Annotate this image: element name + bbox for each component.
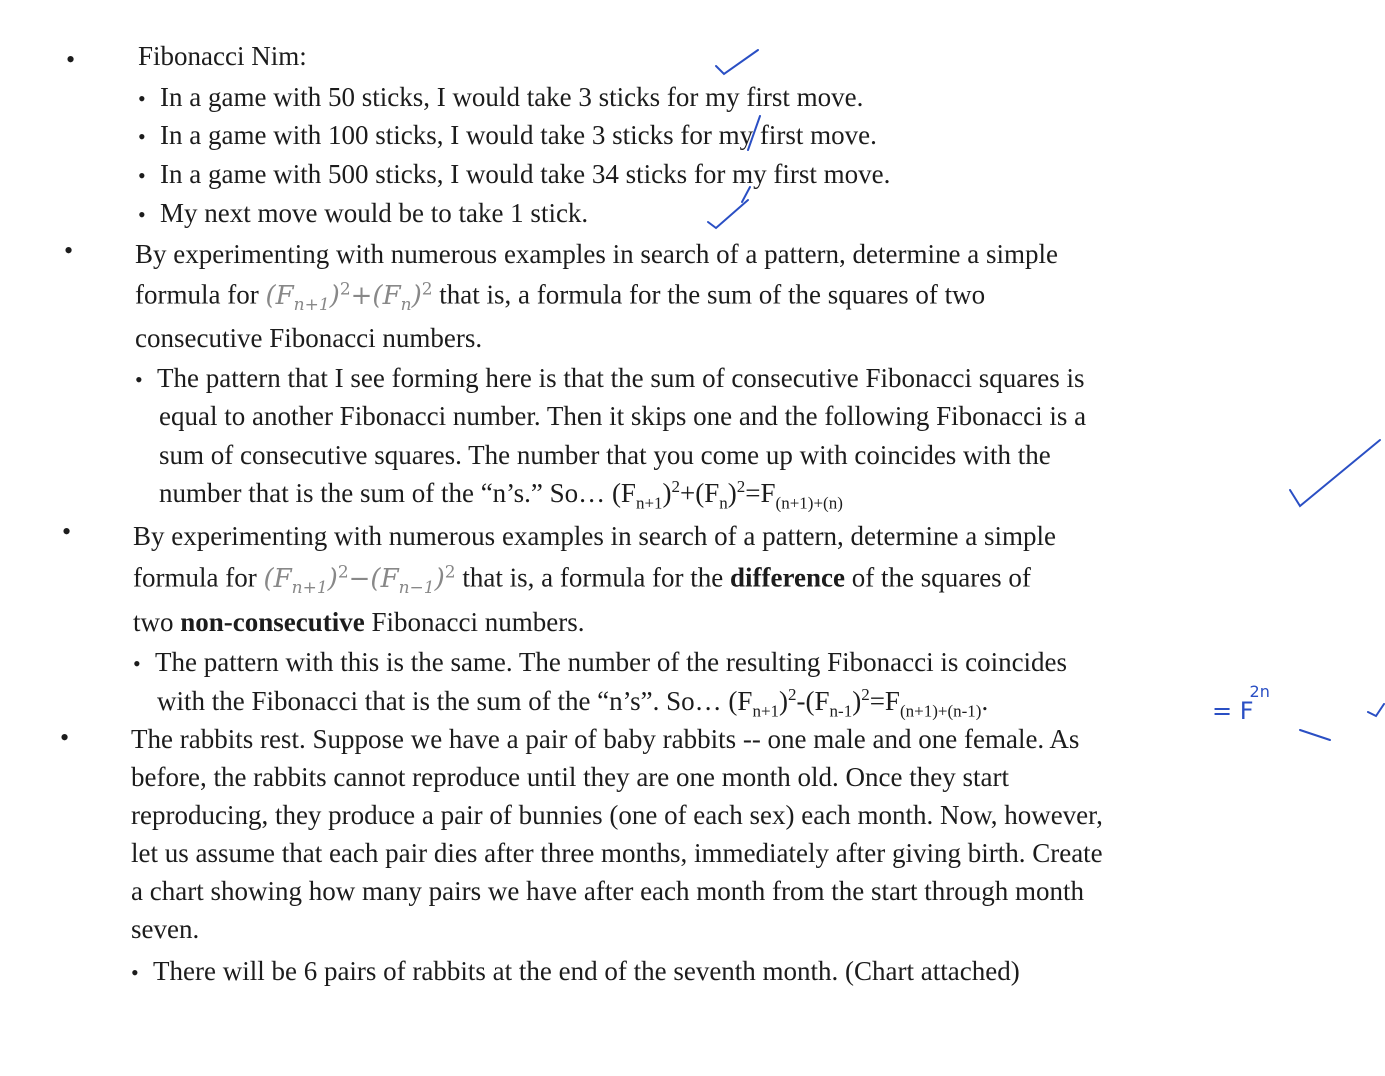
nim-next-move: • My next move would be to take 1 stick. xyxy=(138,198,589,228)
bullet-3: • xyxy=(62,517,72,546)
bullet-1: • xyxy=(66,45,76,74)
q4-line-4: let us assume that each pair dies after three months, immediately after giving birth. Create xyxy=(131,838,1103,868)
sum-squares-formula: $(F_{n+1})^2+(F_n)^2$ xyxy=(265,279,433,315)
nim-answer-100: • In a game with 100 sticks, I would take 3 sticks for my first move. xyxy=(138,120,877,150)
q2-answer-3: sum of consecutive squares. The number that you come up with coincides with the xyxy=(159,440,1051,470)
strike-mark xyxy=(1300,730,1330,740)
q4-answer: • There will be 6 pairs of rabbits at the end of the seventh month. (Chart attached) xyxy=(131,956,1020,986)
q4-line-3: reproducing, they produce a pair of bunnies (one of each sex) each month. Now, however, xyxy=(131,800,1103,830)
q3-line-2: formula for $(F_{n+1})^2-(F_{n-1})^2$ that is, a formula for the difference of the squares of xyxy=(133,562,1031,598)
checkmark-icon xyxy=(708,200,748,228)
difference-squares-result: $(F_{n+1})^2-(F_{n-1})^2=F_{(n+1)+(n-1)}$. xyxy=(728,685,989,721)
q3-line-1: By experimenting with numerous examples in search of a pattern, determine a simple xyxy=(133,521,1056,551)
q2-line-1: By experimenting with numerous examples in search of a pattern, determine a simple xyxy=(135,239,1058,269)
q4-line-6: seven. xyxy=(131,914,200,944)
nim-title: Fibonacci Nim: xyxy=(138,41,307,71)
q4-line-1: The rabbits rest. Suppose we have a pair of baby rabbits -- one male and one female. As xyxy=(131,724,1080,754)
difference-squares-formula: $(F_{n+1})^2-(F_{n-1})^2$ xyxy=(263,562,456,598)
nim-answer-500: • In a game with 500 sticks, I would take 34 sticks for my first move. xyxy=(138,159,891,189)
nim-answer-50: • In a game with 50 sticks, I would take 3 sticks for my first move. xyxy=(138,82,864,112)
q3-answer-2: with the Fibonacci that is the sum of the “n’s”. So… $(F_{n+1})^2-(F_{n-1})^2=F_{(n+1)+(n-1)}$. xyxy=(157,685,989,721)
bullet-2: • xyxy=(64,236,74,265)
checkmark-icon xyxy=(716,50,758,74)
bullet-4: • xyxy=(60,723,70,752)
checkmark-icon xyxy=(1368,704,1384,716)
q4-line-2: before, the rabbits cannot reproduce until they are one month old. Once they start xyxy=(131,762,1009,792)
q3-line-3: two non-consecutive Fibonacci numbers. xyxy=(133,607,585,637)
q2-answer-1: • The pattern that I see forming here is that the sum of consecutive Fibonacci squares is xyxy=(135,363,1085,393)
q2-answer-2: equal to another Fibonacci number. Then it skips one and the following Fibonacci is a xyxy=(159,401,1087,431)
sum-squares-result: $(F_{n+1})^2+(F_n)^2=F_{(n+1)+(n)}$ xyxy=(611,477,843,513)
grader-note: = $F_{2n}$ xyxy=(1212,681,1270,725)
q3-answer-1: • The pattern with this is the same. The number of the resulting Fibonacci is coincides xyxy=(133,647,1068,677)
q2-line-2: formula for $(F_{n+1})^2+(F_n)^2$ that is, a formula for the sum of the squares of two xyxy=(135,279,986,315)
checkmark-icon xyxy=(1290,440,1380,506)
q4-line-5: a chart showing how many pairs we have after each month from the start through month xyxy=(131,876,1084,906)
q2-line-3: consecutive Fibonacci numbers. xyxy=(135,323,483,353)
q2-answer-4: number that is the sum of the “n’s.” So… $(F_{n+1})^2+(F_n)^2=F_{(n+1)+(n)}$ xyxy=(159,477,843,513)
